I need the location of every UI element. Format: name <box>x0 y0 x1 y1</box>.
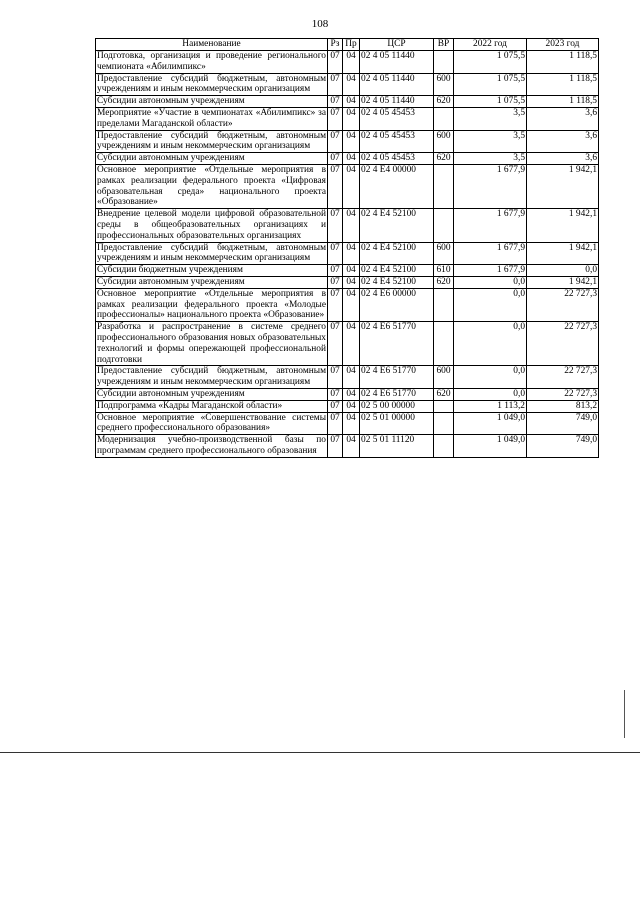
row-csr: 02 4 05 45453 <box>360 130 434 153</box>
table-row <box>96 366 599 389</box>
row-pr: 04 <box>343 288 360 321</box>
row-value-2022: 1 075,5 <box>454 96 527 108</box>
row-name: Субсидии автономным учреждениям <box>96 96 328 108</box>
page-number: 108 <box>311 18 329 30</box>
row-vr: 620 <box>434 276 454 288</box>
row-pr: 04 <box>343 73 360 96</box>
table-row <box>96 400 599 412</box>
row-pr: 04 <box>343 388 360 400</box>
row-vr <box>434 322 454 366</box>
row-pr: 04 <box>343 153 360 165</box>
table-row <box>96 130 599 153</box>
table-header-row <box>96 39 599 51</box>
row-rz: 07 <box>328 164 343 208</box>
row-rz: 07 <box>328 107 343 130</box>
row-rz: 07 <box>328 73 343 96</box>
row-pr: 04 <box>343 107 360 130</box>
row-name: Основное мероприятие «Отдельные мероприятия в рамках реализации федерального проекта «Молодые профессионалы» национального проекта «Образование» <box>97 288 326 321</box>
row-value-2022: 1 049,0 <box>454 412 527 435</box>
row-rz: 07 <box>328 130 343 153</box>
row-csr: 02 4 E4 52100 <box>360 265 434 277</box>
row-value-2022: 1 677,9 <box>454 265 527 277</box>
row-csr: 02 4 05 45453 <box>360 153 434 165</box>
row-pr: 04 <box>343 130 360 153</box>
table-row <box>96 51 599 74</box>
row-pr: 04 <box>343 96 360 108</box>
table-row <box>96 96 599 108</box>
row-value-2022: 3,5 <box>454 107 527 130</box>
row-value-2022: 3,5 <box>454 130 527 153</box>
row-vr: 600 <box>434 242 454 265</box>
row-csr: 02 4 E4 52100 <box>360 242 434 265</box>
row-value-2023: 1 942,1 <box>527 276 599 288</box>
row-pr: 04 <box>343 51 360 74</box>
row-name: Предоставление субсидий бюджетным, автономным учреждениям и иным некоммерческим организациям <box>97 73 326 95</box>
row-pr: 04 <box>343 366 360 389</box>
row-name: Основное мероприятие «Совершенствование системы среднего профессионального образования» <box>97 412 326 434</box>
row-name: Подпрограмма «Кадры Магаданской области» <box>96 400 328 412</box>
row-csr: 02 4 E6 51770 <box>360 388 434 400</box>
row-value-2022: 0,0 <box>454 366 527 389</box>
row-rz: 07 <box>328 400 343 412</box>
row-pr: 04 <box>343 435 360 458</box>
row-value-2022: 0,0 <box>454 388 527 400</box>
row-name: Подготовка, организация и проведение регионального чемпионата «Абилимпикс» <box>97 51 326 72</box>
table-body <box>96 51 599 458</box>
row-value-2022: 1 677,9 <box>454 209 527 242</box>
row-value-2023: 1 118,5 <box>527 96 599 108</box>
row-csr: 02 5 00 00000 <box>360 400 434 412</box>
row-value-2023: 1 118,5 <box>527 73 599 96</box>
row-vr <box>434 107 454 130</box>
row-pr: 04 <box>343 276 360 288</box>
scan-edge-line <box>624 690 625 738</box>
row-csr: 02 5 01 00000 <box>360 412 434 435</box>
row-vr: 600 <box>434 73 454 96</box>
row-value-2022: 1 049,0 <box>454 435 527 458</box>
row-name: Модернизация учебно-производственной базы по программам среднего профессионального образования <box>97 435 326 456</box>
row-vr <box>434 209 454 242</box>
table-row <box>96 164 599 208</box>
row-name: Предоставление субсидий бюджетным, автономным учреждениям и иным некоммерческим организациям <box>97 366 326 388</box>
row-value-2022: 1 677,9 <box>454 242 527 265</box>
row-csr: 02 4 05 11440 <box>360 51 434 74</box>
row-rz: 07 <box>328 242 343 265</box>
row-name: Предоставление субсидий бюджетным, автономным учреждениям и иным некоммерческим организациям <box>97 242 326 264</box>
row-csr: 02 4 E4 00000 <box>360 164 434 208</box>
row-vr <box>434 288 454 321</box>
row-csr: 02 4 E6 00000 <box>360 288 434 321</box>
row-value-2023: 3,6 <box>527 107 599 130</box>
row-value-2023: 3,6 <box>527 130 599 153</box>
row-rz: 07 <box>328 435 343 458</box>
row-csr: 02 5 01 11120 <box>360 435 434 458</box>
row-csr: 02 4 E6 51770 <box>360 366 434 389</box>
table-row <box>96 242 599 265</box>
row-rz: 07 <box>328 209 343 242</box>
row-name: Внедрение целевой модели цифровой образовательной среды в общеобразовательных организациях и профессиональных образовательных организациях <box>97 209 326 241</box>
row-name: Предоставление субсидий бюджетным, автономным учреждениям и иным некоммерческим организациям <box>97 130 326 152</box>
table-row <box>96 153 599 165</box>
row-pr: 04 <box>343 400 360 412</box>
table-row <box>96 288 599 321</box>
row-vr: 620 <box>434 96 454 108</box>
row-vr <box>434 435 454 458</box>
table-row <box>96 107 599 130</box>
header-vr: ВР <box>434 39 454 51</box>
row-value-2022: 3,5 <box>454 153 527 165</box>
row-vr: 600 <box>434 130 454 153</box>
row-name: Основное мероприятие «Отдельные мероприятия в рамках реализации федерального проекта «Цифровая образовательная среда» национального проекта «Образование» <box>97 164 326 208</box>
header-pr: Пр <box>343 39 360 51</box>
row-pr: 04 <box>343 242 360 265</box>
table-row <box>96 73 599 96</box>
row-value-2023: 22 727,3 <box>527 388 599 400</box>
row-vr: 620 <box>434 388 454 400</box>
row-csr: 02 4 E6 51770 <box>360 322 434 366</box>
row-name: Мероприятие «Участие в чемпионатах «Абилимпикс» за пределами Магаданской области» <box>97 107 326 129</box>
row-value-2023: 1 942,1 <box>527 164 599 208</box>
row-csr: 02 4 05 11440 <box>360 96 434 108</box>
header-rz: Рз <box>328 39 343 51</box>
row-value-2023: 1 942,1 <box>527 242 599 265</box>
row-rz: 07 <box>328 265 343 277</box>
row-name: Субсидии автономным учреждениям <box>96 153 328 165</box>
table-row <box>96 265 599 277</box>
row-value-2023: 1 118,5 <box>527 51 599 74</box>
header-name: Наименование <box>96 39 328 51</box>
row-pr: 04 <box>343 322 360 366</box>
row-value-2022: 0,0 <box>454 322 527 366</box>
row-pr: 04 <box>343 265 360 277</box>
row-value-2023: 813,2 <box>527 400 599 412</box>
row-rz: 07 <box>328 51 343 74</box>
row-pr: 04 <box>343 209 360 242</box>
table-row <box>96 435 599 458</box>
row-pr: 04 <box>343 164 360 208</box>
row-vr <box>434 164 454 208</box>
row-value-2022: 0,0 <box>454 276 527 288</box>
row-value-2022: 1 075,5 <box>454 73 527 96</box>
row-value-2022: 1 113,2 <box>454 400 527 412</box>
row-value-2023: 22 727,3 <box>527 322 599 366</box>
row-value-2022: 1 075,5 <box>454 51 527 74</box>
row-value-2023: 749,0 <box>527 435 599 458</box>
row-vr: 620 <box>434 153 454 165</box>
row-value-2023: 22 727,3 <box>527 288 599 321</box>
table-row <box>96 412 599 435</box>
row-value-2023: 3,6 <box>527 153 599 165</box>
row-name: Субсидии автономным учреждениям <box>96 388 328 400</box>
row-csr: 02 4 E4 52100 <box>360 276 434 288</box>
row-value-2023: 749,0 <box>527 412 599 435</box>
row-name: Субсидии автономным учреждениям <box>96 276 328 288</box>
row-rz: 07 <box>328 96 343 108</box>
table-row <box>96 322 599 366</box>
header-csr: ЦСР <box>360 39 434 51</box>
row-rz: 07 <box>328 388 343 400</box>
header-2023: 2023 год <box>527 39 599 51</box>
row-value-2022: 1 677,9 <box>454 164 527 208</box>
row-rz: 07 <box>328 366 343 389</box>
row-pr: 04 <box>343 412 360 435</box>
row-value-2023: 22 727,3 <box>527 366 599 389</box>
row-rz: 07 <box>328 276 343 288</box>
row-value-2023: 0,0 <box>527 265 599 277</box>
row-value-2023: 1 942,1 <box>527 209 599 242</box>
row-rz: 07 <box>328 288 343 321</box>
row-name: Разработка и распространение в системе среднего профессионального образования новых образовательных технологий и формы опережающей профессиональной подготовки <box>97 322 326 365</box>
row-rz: 07 <box>328 153 343 165</box>
row-csr: 02 4 E4 52100 <box>360 209 434 242</box>
row-vr: 600 <box>434 366 454 389</box>
row-csr: 02 4 05 11440 <box>360 73 434 96</box>
page-bottom-border <box>0 752 640 753</box>
row-csr: 02 4 05 45453 <box>360 107 434 130</box>
row-rz: 07 <box>328 322 343 366</box>
row-rz: 07 <box>328 412 343 435</box>
row-vr <box>434 412 454 435</box>
header-2022: 2022 год <box>454 39 527 51</box>
budget-table <box>95 38 599 458</box>
row-vr <box>434 400 454 412</box>
row-vr <box>434 51 454 74</box>
row-name: Субсидии бюджетным учреждениям <box>96 265 328 277</box>
table-row <box>96 276 599 288</box>
table-row <box>96 209 599 242</box>
row-vr: 610 <box>434 265 454 277</box>
table-row <box>96 388 599 400</box>
row-value-2022: 0,0 <box>454 288 527 321</box>
